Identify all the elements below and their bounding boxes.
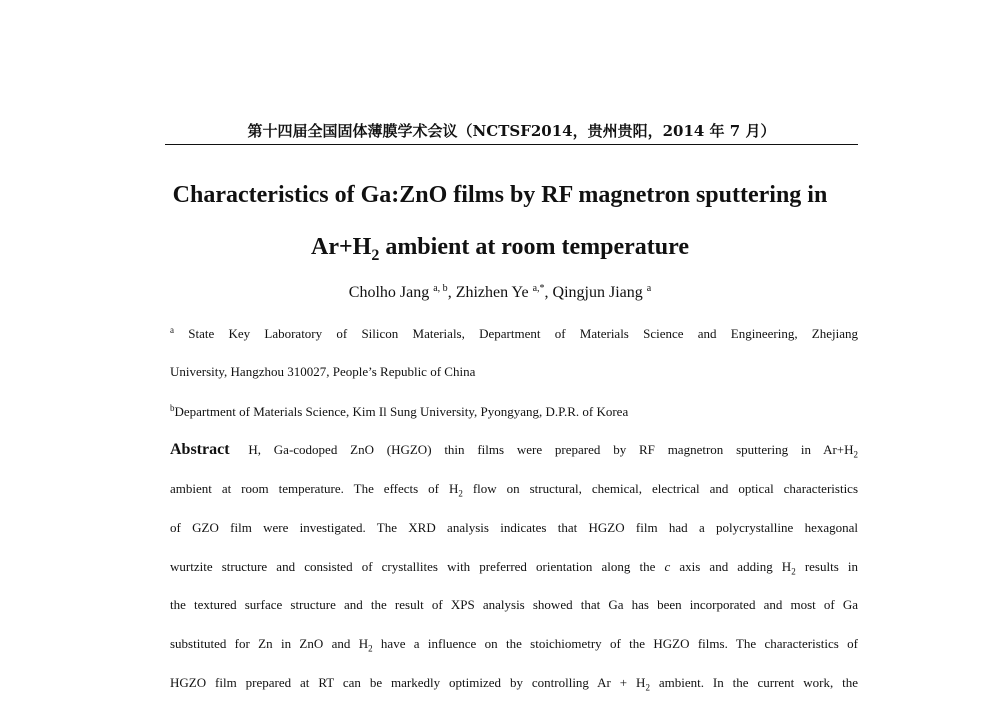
title-h-subscript: 2 (371, 246, 380, 264)
abstract-text: axis and adding H (670, 559, 792, 574)
affiliation-b-line (170, 403, 858, 420)
abstract-line-1 (170, 441, 858, 460)
abstract-line-6 (170, 636, 858, 654)
conference-header: 第十四届全国固体薄膜学术会议（NCTSF2014，贵州贵阳，2014 年 7 月） (247, 122, 776, 140)
abstract-text: ambient at room temperature. The effects of H (170, 481, 459, 496)
abstract-line-3: of GZO film were investigated. The XRD analysis indicates that HGZO film had a polycrystalline hexagonal (170, 520, 858, 535)
title-suffix: ambient at room temperature (379, 234, 690, 260)
abstract-text: wurtzite structure and consisted of crystallites with preferred orientation along the (170, 559, 665, 574)
abstract-text: flow on structural, chemical, electrical and optical characteristics (462, 481, 859, 496)
subscript: 2 (853, 449, 859, 460)
header-rule (165, 144, 858, 145)
abstract-text: ambient. In the current work, the (649, 675, 858, 690)
affiliation-mark-b: b (170, 403, 175, 413)
abstract-text: results in (795, 559, 858, 574)
affiliation-a-line-2: University, Hangzhou 310027, People’s Republic of China (170, 364, 476, 379)
subscript: 2 (368, 643, 373, 654)
abstract-text: have a influence on the stoichiometry of the HGZO films. The characteristics of (372, 636, 858, 651)
title-ar-h: Ar+H (310, 234, 372, 260)
subscript: 2 (791, 566, 796, 577)
affiliation-a-line-1 (170, 325, 858, 342)
subscript: 2 (645, 682, 650, 693)
author-affiliation-mark: a, b (433, 283, 448, 294)
author-name: Zhizhen Ye (455, 284, 529, 301)
author-list (0, 283, 1000, 302)
abstract-line-2 (170, 481, 858, 499)
affiliation-b-text: Department of Materials Science, Kim Il Sung University, Pyongyang, D.P.R. of Korea (174, 404, 629, 419)
abstract-line-7 (170, 675, 858, 693)
author-separator: , (447, 284, 456, 301)
affiliation-mark-a: a (170, 325, 174, 335)
abstract-line-5: the textured surface structure and the result of XPS analysis showed that Ga has been incorporated and most of Ga (170, 597, 858, 612)
italic-c: c (664, 559, 671, 574)
abstract-line-4 (170, 559, 858, 577)
paper-title-line-1: Characteristics of Ga:ZnO films by RF magnetron sputtering in (172, 182, 828, 208)
abstract-text: H, Ga-codoped ZnO (HGZO) thin films were prepared by RF magnetron sputtering in Ar+H (248, 442, 854, 457)
author-separator: , (544, 284, 553, 301)
author-affiliation-mark: a,* (532, 283, 545, 294)
subscript: 2 (458, 488, 463, 499)
author-affiliation-mark: a (646, 283, 652, 294)
affiliation-a-text: State Key Laboratory of Silicon Materials, Department of Materials Science and Engineering, Zhejiang (188, 326, 859, 341)
author-name: Qingjun Jiang (552, 284, 643, 301)
paper-title-line-2 (0, 234, 1000, 265)
author-name: Cholho Jang (348, 284, 430, 301)
abstract-text: substituted for Zn in ZnO and H (170, 636, 369, 651)
abstract-text: HGZO film prepared at RT can be markedly optimized by controlling Ar + H (170, 675, 646, 690)
abstract-label: Abstract (170, 441, 230, 458)
